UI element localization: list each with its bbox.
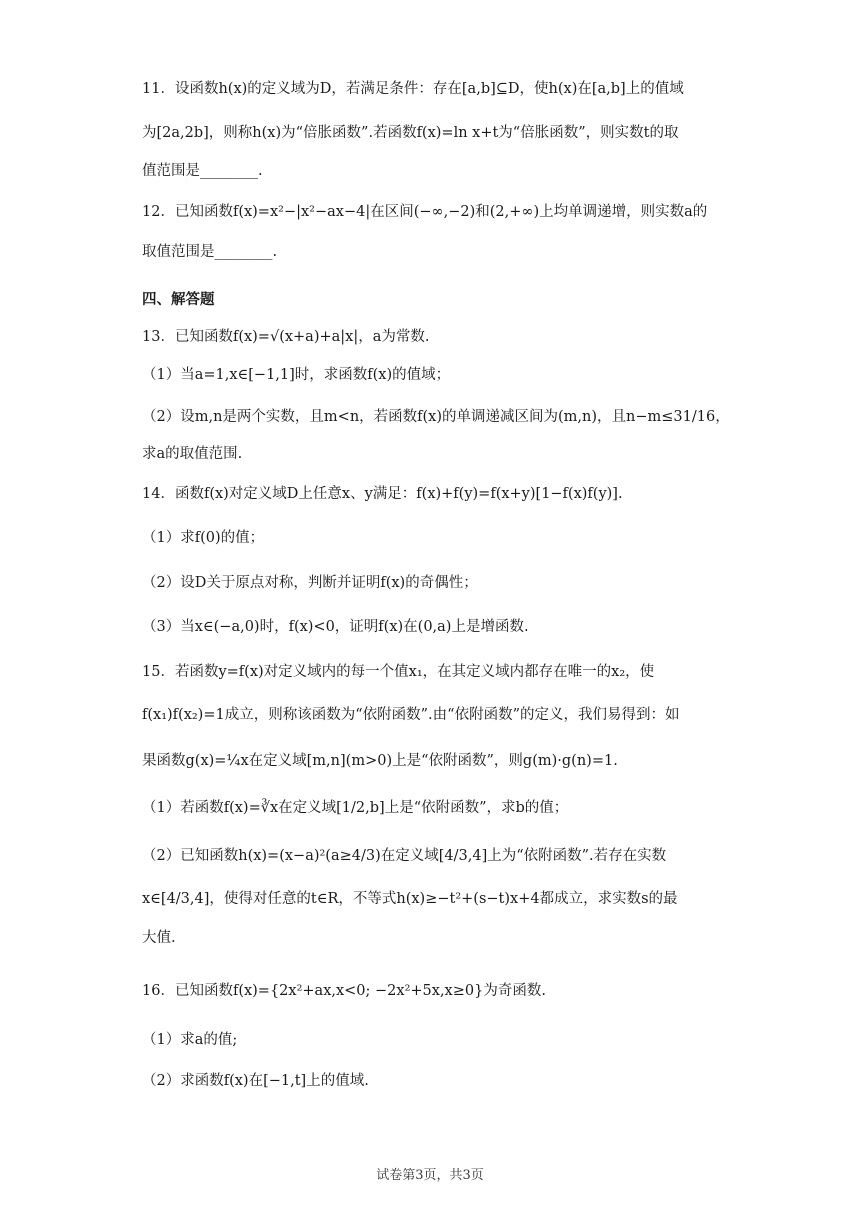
q13-stem: 13．已知函数f(x)=√(x+a)+a|x|，a为常数. <box>142 329 430 345</box>
q16-part-2: （2）求函数f(x)在[−1,t]上的值域. <box>142 1073 369 1089</box>
q16-part-1: （1）求a的值; <box>142 1032 238 1048</box>
q12-line-2: 取值范围是________. <box>142 244 278 260</box>
q14-part-1: （1）求f(0)的值； <box>142 530 265 546</box>
page-footer: 试卷第3页，共3页 <box>376 1168 484 1183</box>
q15-part-1: （1）若函数f(x)=∛x在定义域[1/2,b]上是“依附函数”，求b的值； <box>142 800 569 816</box>
q15-part-2-cont: x∈[4/3,4]，使得对任意的t∈R，不等式h(x)≥−t²+(s−t)x+4都成立，求实数s的最 <box>142 891 678 907</box>
q11-line-2: 为[2a,2b]，则称h(x)为“倍胀函数”.若函数f(x)=ln x+t为“倍胀函数”，则实数t的取 <box>142 125 679 141</box>
q15-line-1: 15．若函数y=f(x)对定义域内的每一个值x₁，在其定义域内都存在唯一的x₂，使 <box>142 664 655 680</box>
q14-part-2: （2）设D关于原点对称，判断并证明f(x)的奇偶性； <box>142 575 478 591</box>
q16-stem: 16．已知函数f(x)={2x²+ax,x<0; −2x²+5x,x≥0}为奇函数. <box>142 983 546 999</box>
q15-line-2: f(x₁)f(x₂)=1成立，则称该函数为“依附函数”.由“依附函数”的定义，我们易得到：如 <box>142 707 680 723</box>
q14-part-3: （3）当x∈(−a,0)时，f(x)<0，证明f(x)在(0,a)上是增函数. <box>142 619 529 635</box>
q13-part-2: （2）设m,n是两个实数，且m<n，若函数f(x)的单调递减区间为(m,n)，且n−m≤31/16， <box>142 409 730 425</box>
q15-line-3: 果函数g(x)=¼x在定义域[m,n](m>0)上是“依附函数”，则g(m)·g(n)=1. <box>142 753 618 769</box>
q11-line-1: 11．设函数h(x)的定义域为D，若满足条件：存在[a,b]⊆D，使h(x)在[a,b]上的值域 <box>142 81 684 97</box>
q15-part-2: （2）已知函数h(x)=(x−a)²(a≥4/3)在定义域[4/3,4]上为“依附函数”.若存在实数 <box>142 848 667 864</box>
q13-part-2-cont: 求a的取值范围. <box>142 446 243 462</box>
q13-part-1: （1）当a=1,x∈[−1,1]时，求函数f(x)的值域； <box>142 367 451 383</box>
q11-line-3: 值范围是________. <box>142 163 263 179</box>
q12-line-1: 12．已知函数f(x)=x²−|x²−ax−4|在区间(−∞,−2)和(2,+∞)上均单调递增，则实数a的 <box>142 204 708 220</box>
q14-stem: 14．函数f(x)对定义域D上任意x、y满足：f(x)+f(y)=f(x+y)[1−f(x)f(y)]. <box>142 486 623 502</box>
q15-part-2-end: 大值. <box>142 930 176 946</box>
section-heading: 四、解答题 <box>142 292 215 308</box>
